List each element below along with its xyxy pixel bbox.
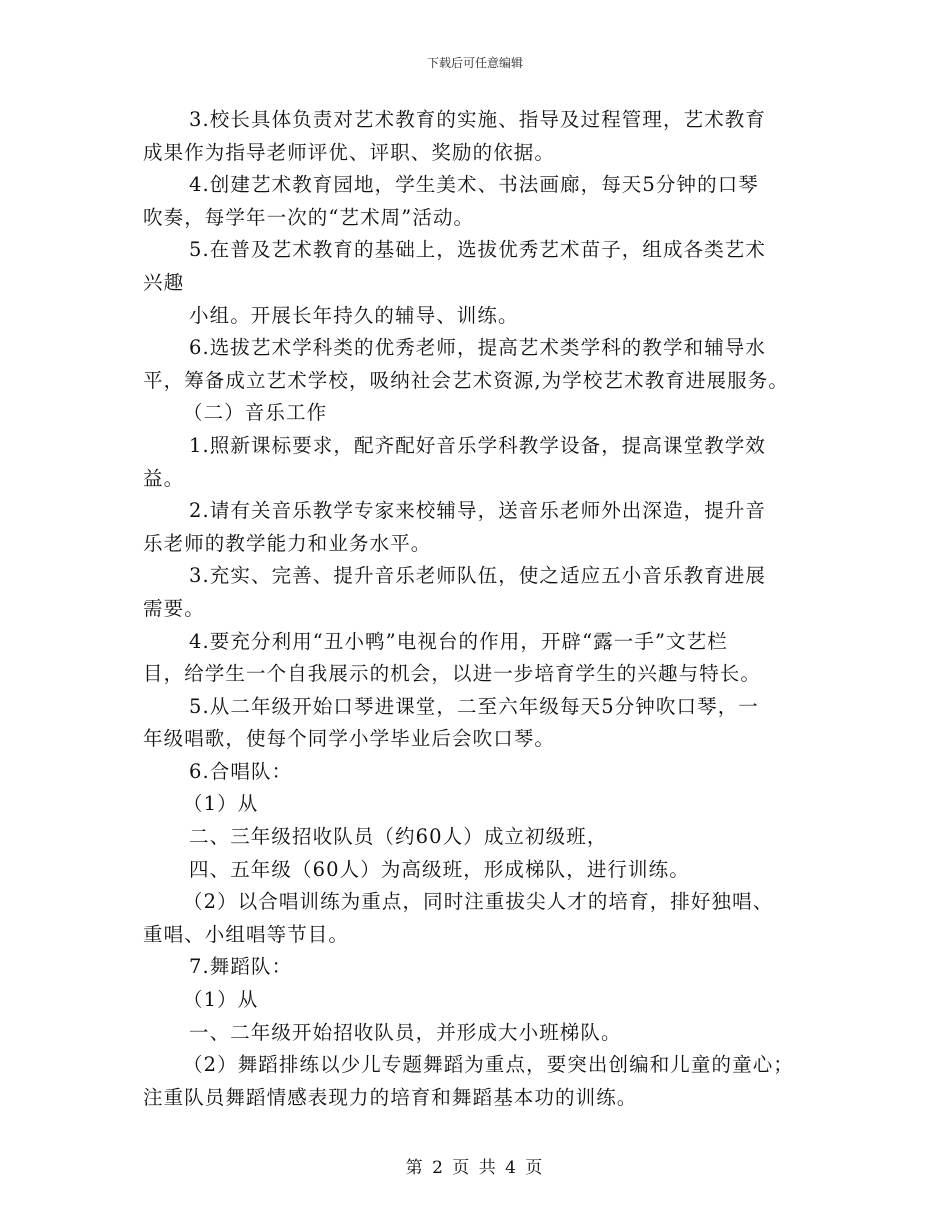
paragraph-line: 5.在普及艺术教育的基础上，选拔优秀艺术苗子，组成各类艺术 [189, 238, 767, 262]
paragraph-line: 目，给学生一个自我展示的机会，以进一步培育学生的兴趣与特长。 [143, 662, 762, 686]
paragraph-line: 5.从二年级开始口琴进课堂，二至六年级每天5分钟吹口琴，一 [189, 694, 759, 718]
paragraph-line: 平，筹备成立艺术学校，吸纳社会艺术资源,为学校艺术教育进展服务。 [143, 368, 789, 392]
paragraph-line: 3.充实、完善、提升音乐老师队伍，使之适应五小音乐教育进展 [189, 564, 767, 588]
paragraph-line: （二）音乐工作 [183, 401, 328, 425]
paragraph-line: 小组。开展长年持久的辅导、训练。 [189, 303, 519, 327]
paragraph-line: 乐老师的教学能力和业务水平。 [143, 531, 432, 555]
paragraph-line: （2）舞蹈排练以少儿专题舞蹈为重点，要突出创编和儿童的童心； [183, 1053, 794, 1077]
paragraph-line: 2.请有关音乐教学专家来校辅导，送音乐老师外出深造，提升音 [189, 499, 767, 523]
paragraph-line: 需要。 [143, 596, 205, 620]
paragraph-line: 6.合唱队： [189, 759, 293, 783]
paragraph-line: 重唱、小组唱等节目。 [143, 922, 350, 946]
page-header: 下载后可任意编辑 [426, 56, 523, 70]
paragraph-line: 兴趣 [143, 270, 185, 294]
paragraph-line: 4.创建艺术教育园地，学生美术、书法画廊，每天5分钟的口琴 [189, 173, 759, 197]
paragraph-line: 益。 [143, 466, 185, 490]
paragraph-line: 年级唱歌，使每个同学小学毕业后会吹口琴。 [143, 727, 556, 751]
paragraph-line: 注重队员舞蹈情感表现力的培育和舞蹈基本功的训练。 [143, 1085, 638, 1109]
paragraph-line: 四、五年级（60人）为高级班，形成梯队，进行训练。 [189, 857, 690, 881]
document-body [143, 104, 813, 1114]
paragraph-line: 7.舞蹈队： [189, 955, 293, 979]
paragraph-line: 3.校长具体负责对艺术教育的实施、指导及过程管理，艺术教育 [189, 108, 767, 131]
paragraph-line: 6.选拔艺术学科类的优秀老师，提高艺术类学科的教学和辅导水 [189, 336, 767, 360]
paragraph-line: 4.要充分利用“丑小鸭”电视台的作用，开辟“露一手”文艺栏 [189, 629, 728, 653]
paragraph-line: （2）以合唱训练为重点，同时注重拔尖人才的培育，排好独唱、 [183, 890, 774, 914]
paragraph-line: 成果作为指导老师评优、评职、奖励的依据。 [143, 140, 556, 164]
paragraph-line: 吹奏，每学年一次的“艺术周”活动。 [143, 205, 475, 229]
paragraph-line: （1）从 [183, 792, 259, 816]
paragraph-line: （1）从 [183, 988, 259, 1012]
paragraph-line: 1.照新课标要求，配齐配好音乐学科教学设备，提高课堂教学效 [189, 433, 767, 457]
page-footer: 第 2 页 共 4 页 [405, 1158, 545, 1178]
paragraph-line: 二、三年级招收队员（约60人）成立初级班， [189, 825, 608, 849]
paragraph-line: 一、二年级开始招收队员，并形成大小班梯队。 [189, 1020, 622, 1044]
